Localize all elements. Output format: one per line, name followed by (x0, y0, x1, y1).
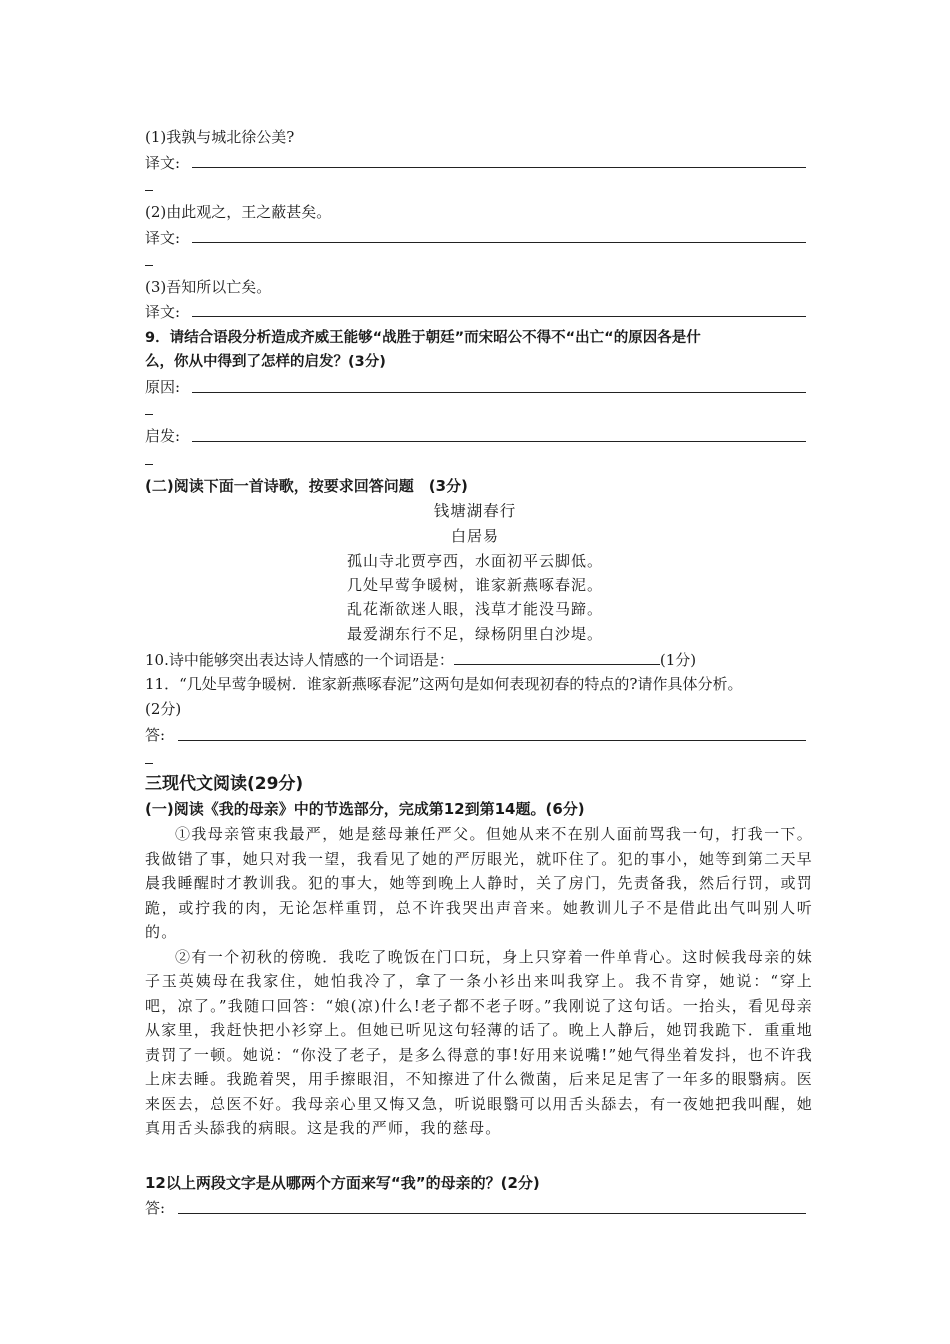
insight-answer-line[interactable] (192, 441, 806, 442)
translation-row-3 (145, 301, 180, 323)
translation-answer-line-2[interactable] (192, 242, 806, 243)
poem-title: 钱塘湖春行 (433, 502, 517, 520)
line-continuation-mark (145, 265, 153, 266)
translation-label-1: 译文: (145, 154, 181, 172)
question-12-answer-label: 答: (145, 1199, 166, 1217)
translation-label-3: 译文: (145, 303, 181, 321)
modern-reading-subheading: (一)阅读《我的母亲》中的节选部分，完成第12到第14题。(6分) (145, 800, 585, 818)
question-10-text: 10.诗中能够突出表达诗人情感的一个词语是： (145, 651, 454, 669)
question-12-answer-line[interactable] (178, 1213, 806, 1214)
translation-row-1 (145, 152, 180, 174)
question-10-score: (1分) (659, 651, 697, 669)
poem-line-1: 孤山寺北贾亭西，水面初平云脚低。 (346, 552, 603, 570)
question-12: 12以上两段文字是从哪两个方面来写“我”的母亲的？(2分) (145, 1174, 540, 1192)
insight-label: 启发: (145, 427, 181, 445)
poem-line-3: 乱花渐欲迷人眼，浅草才能没马蹄。 (346, 600, 603, 618)
line-continuation-mark (145, 190, 153, 191)
line-continuation-mark (145, 464, 153, 465)
question-11-line-1: 11．“几处早莺争暖树．谁家新燕啄春泥”这两句是如何表现初春的特点的?请作具体分析。 (145, 675, 743, 693)
modern-reading-heading: 三现代文阅读(29分) (145, 774, 304, 794)
question-9-line-2: 么，你从中得到了怎样的启发？(3分) (145, 354, 386, 370)
question-10 (145, 648, 696, 671)
sentence-1: (1)我孰与城北徐公美? (145, 128, 295, 146)
question-9-line-1: 9．请结合语段分析造成齐威王能够“战胜于朝廷”而宋昭公不得不“出亡“的原因各是什 (145, 330, 701, 346)
sentence-3: (3)吾知所以亡矣。 (145, 278, 272, 296)
reading-passage (145, 822, 813, 1141)
passage-paragraph-1: ①我母亲管束我最严，她是慈母兼任严父。但她从来不在别人面前骂我一句，打我一下。我做错了事，她只对我一望，我看见了她的严厉眼光，就吓住了。犯的事小，她等到第二天早晨我睡醒时才教训我。犯的事大，她等到晚上人静时，关了房门，先责备我，然后行罚，或罚跪，或拧我的肉，无论怎样重罚，总不许我哭出声音来。她教训儿子不是借此出气叫别人听的。 (145, 825, 813, 941)
question-11-answer-line[interactable] (178, 740, 806, 741)
poetry-section-heading: (二)阅读下面一首诗歌，按要求回答问题 (3分) (145, 477, 468, 495)
translation-answer-line-1[interactable] (192, 167, 806, 168)
line-continuation-mark (145, 763, 153, 764)
translation-label-2: 译文: (145, 229, 181, 247)
translation-row-2 (145, 227, 180, 249)
poem-line-2: 几处早莺争暖树，谁家新燕啄春泥。 (346, 576, 603, 594)
question-10-answer-blank[interactable] (454, 648, 660, 665)
poem-line-4: 最爱湖东行不足，绿杨阴里白沙堤。 (346, 625, 603, 643)
line-continuation-mark (145, 414, 153, 415)
passage-paragraph-2: ②有一个初秋的傍晚．我吃了晚饭在门口玩，身上只穿着一件单背心。这时候我母亲的妹子玉英姨母在我家住，她怕我冷了，拿了一条小衫出来叫我穿上。我不肯穿，她说：“穿上吧，凉了。”我随口回答：“娘(凉)什么!老子都不老子呀。”我刚说了这句话。一抬头，看见母亲从家里，我赶快把小衫穿上。但她已听见这句轻薄的话了。晚上人静后，她罚我跪下．重重地责罚了一顿。她说：“你没了老子，是多么得意的事!好用来说嘴!”她气得坐着发抖，也不许我上床去睡。我跪着哭，用手擦眼泪，不知擦进了什么微菌，后来足足害了一年多的眼翳病。医来医去，总医不好。我母亲心里又悔又急，听说眼翳可以用舌头舔去，有一夜她把我叫醒，她真用舌头舔我的病眼。这是我的严师，我的慈母。 (145, 947, 813, 1137)
reason-label: 原因: (145, 378, 181, 396)
poem-author: 白居易 (450, 527, 499, 545)
question-11-answer-label: 答: (145, 726, 166, 744)
translation-answer-line-3[interactable] (192, 316, 806, 317)
sentence-2: (2)由此观之，王之蔽甚矣。 (145, 203, 332, 221)
reason-answer-line[interactable] (192, 392, 806, 393)
question-11-line-2: (2分) (145, 700, 182, 718)
